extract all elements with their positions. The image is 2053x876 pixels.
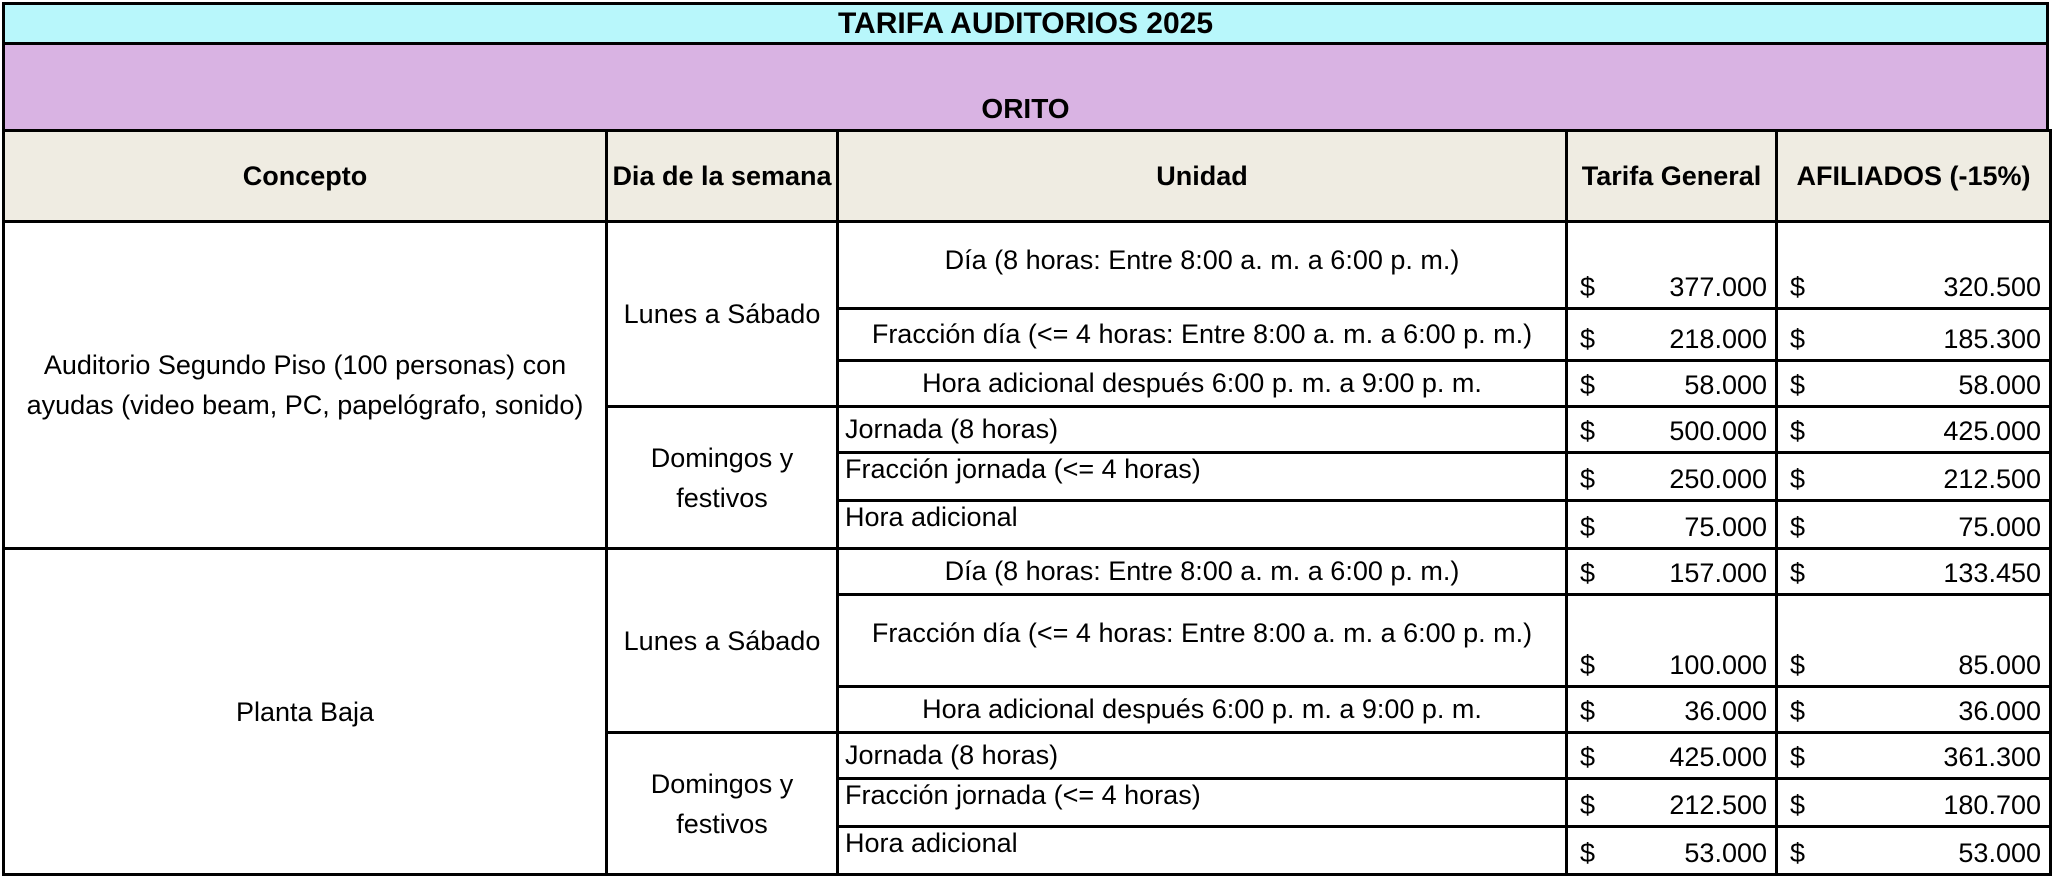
general-price-cell bbox=[1567, 222, 1777, 309]
currency-symbol: $ bbox=[1580, 324, 1596, 354]
table-row bbox=[4, 222, 2051, 309]
unit-cell: Fracción día (<= 4 horas: Entre 8:00 a. m. a 6:00 p. m.) bbox=[838, 595, 1567, 687]
table-row bbox=[4, 549, 2051, 595]
currency-symbol: $ bbox=[1580, 370, 1596, 400]
unit-cell: Hora adicional después 6:00 p. m. a 9:00 p. m. bbox=[838, 361, 1567, 407]
general-price-cell bbox=[1567, 501, 1777, 549]
header-tarifa: Tarifa General bbox=[1567, 131, 1777, 222]
day-cell: Lunes a Sábado bbox=[607, 222, 838, 407]
afiliados-price-cell bbox=[1777, 361, 2051, 407]
afiliados-price-cell bbox=[1777, 501, 2051, 549]
currency-symbol: $ bbox=[1580, 742, 1596, 772]
general-price-cell bbox=[1567, 827, 1777, 875]
afiliados-price: 53.000 bbox=[1958, 838, 2041, 868]
general-price: 377.000 bbox=[1669, 272, 1767, 302]
currency-symbol: $ bbox=[1790, 464, 1806, 494]
afiliados-price: 212.500 bbox=[1943, 464, 2041, 494]
unit-cell: Fracción día (<= 4 horas: Entre 8:00 a. m. a 6:00 p. m.) bbox=[838, 309, 1567, 361]
general-price: 157.000 bbox=[1669, 558, 1767, 588]
general-price: 218.000 bbox=[1669, 324, 1767, 354]
title-band bbox=[2, 2, 2049, 45]
afiliados-price: 85.000 bbox=[1958, 650, 2041, 680]
afiliados-price-cell bbox=[1777, 779, 2051, 827]
general-price: 425.000 bbox=[1669, 742, 1767, 772]
general-price: 36.000 bbox=[1684, 696, 1767, 726]
general-price: 250.000 bbox=[1669, 464, 1767, 494]
afiliados-price-cell bbox=[1777, 309, 2051, 361]
afiliados-price-cell bbox=[1777, 222, 2051, 309]
afiliados-price-cell bbox=[1777, 733, 2051, 779]
header-unidad: Unidad bbox=[838, 131, 1567, 222]
general-price-cell bbox=[1567, 595, 1777, 687]
afiliados-price: 185.300 bbox=[1943, 324, 2041, 354]
header-row bbox=[4, 131, 2051, 222]
header-concepto: Concepto bbox=[4, 131, 607, 222]
unit-cell: Hora adicional bbox=[838, 501, 1567, 549]
afiliados-price: 58.000 bbox=[1958, 370, 2041, 400]
currency-symbol: $ bbox=[1580, 558, 1596, 588]
currency-symbol: $ bbox=[1790, 370, 1806, 400]
afiliados-price: 361.300 bbox=[1943, 742, 2041, 772]
afiliados-price: 425.000 bbox=[1943, 416, 2041, 446]
currency-symbol: $ bbox=[1580, 650, 1596, 680]
currency-symbol: $ bbox=[1790, 558, 1806, 588]
general-price: 75.000 bbox=[1684, 512, 1767, 542]
afiliados-price-cell bbox=[1777, 687, 2051, 733]
city-band bbox=[2, 42, 2049, 132]
header-afiliados: AFILIADOS (-15%) bbox=[1777, 131, 2051, 222]
rates-table bbox=[2, 129, 2052, 876]
currency-symbol: $ bbox=[1790, 838, 1806, 868]
afiliados-price: 36.000 bbox=[1958, 696, 2041, 726]
day-cell: Domingos y festivos bbox=[607, 407, 838, 549]
city-name: ORITO bbox=[981, 93, 1070, 124]
currency-symbol: $ bbox=[1580, 790, 1596, 820]
afiliados-price: 180.700 bbox=[1943, 790, 2041, 820]
currency-symbol: $ bbox=[1790, 650, 1806, 680]
day-cell: Domingos y festivos bbox=[607, 733, 838, 875]
general-price: 58.000 bbox=[1684, 370, 1767, 400]
general-price-cell bbox=[1567, 733, 1777, 779]
afiliados-price: 133.450 bbox=[1943, 558, 2041, 588]
afiliados-price-cell bbox=[1777, 827, 2051, 875]
currency-symbol: $ bbox=[1580, 838, 1596, 868]
currency-symbol: $ bbox=[1790, 790, 1806, 820]
general-price: 212.500 bbox=[1669, 790, 1767, 820]
currency-symbol: $ bbox=[1580, 696, 1596, 726]
general-price-cell bbox=[1567, 779, 1777, 827]
unit-cell: Jornada (8 horas) bbox=[838, 407, 1567, 453]
afiliados-price-cell bbox=[1777, 407, 2051, 453]
currency-symbol: $ bbox=[1790, 272, 1806, 302]
afiliados-price: 320.500 bbox=[1943, 272, 2041, 302]
currency-symbol: $ bbox=[1790, 696, 1806, 726]
sheet-title: TARIFA AUDITORIOS 2025 bbox=[837, 7, 1214, 40]
concept-cell: Auditorio Segundo Piso (100 personas) con ayudas (video beam, PC, papelógrafo, sonido) bbox=[4, 222, 607, 549]
day-cell: Lunes a Sábado bbox=[607, 549, 838, 733]
afiliados-price-cell bbox=[1777, 595, 2051, 687]
currency-symbol: $ bbox=[1790, 324, 1806, 354]
general-price-cell bbox=[1567, 361, 1777, 407]
currency-symbol: $ bbox=[1580, 416, 1596, 446]
general-price-cell bbox=[1567, 453, 1777, 501]
unit-cell: Día (8 horas: Entre 8:00 a. m. a 6:00 p. m.) bbox=[838, 549, 1567, 595]
unit-cell: Hora adicional bbox=[838, 827, 1567, 875]
concept-cell: Planta Baja bbox=[4, 549, 607, 875]
afiliados-price-cell bbox=[1777, 549, 2051, 595]
currency-symbol: $ bbox=[1580, 464, 1596, 494]
header-dia: Dia de la semana bbox=[607, 131, 838, 222]
unit-cell: Hora adicional después 6:00 p. m. a 9:00 p. m. bbox=[838, 687, 1567, 733]
general-price: 53.000 bbox=[1684, 838, 1767, 868]
general-price: 100.000 bbox=[1669, 650, 1767, 680]
general-price-cell bbox=[1567, 687, 1777, 733]
currency-symbol: $ bbox=[1580, 512, 1596, 542]
currency-symbol: $ bbox=[1580, 272, 1596, 302]
afiliados-price: 75.000 bbox=[1958, 512, 2041, 542]
currency-symbol: $ bbox=[1790, 416, 1806, 446]
general-price-cell bbox=[1567, 407, 1777, 453]
unit-cell: Jornada (8 horas) bbox=[838, 733, 1567, 779]
unit-cell: Fracción jornada (<= 4 horas) bbox=[838, 453, 1567, 501]
general-price-cell bbox=[1567, 309, 1777, 361]
afiliados-price-cell bbox=[1777, 453, 2051, 501]
currency-symbol: $ bbox=[1790, 512, 1806, 542]
general-price-cell bbox=[1567, 549, 1777, 595]
unit-cell: Fracción jornada (<= 4 horas) bbox=[838, 779, 1567, 827]
currency-symbol: $ bbox=[1790, 742, 1806, 772]
general-price: 500.000 bbox=[1669, 416, 1767, 446]
unit-cell: Día (8 horas: Entre 8:00 a. m. a 6:00 p. m.) bbox=[838, 222, 1567, 309]
